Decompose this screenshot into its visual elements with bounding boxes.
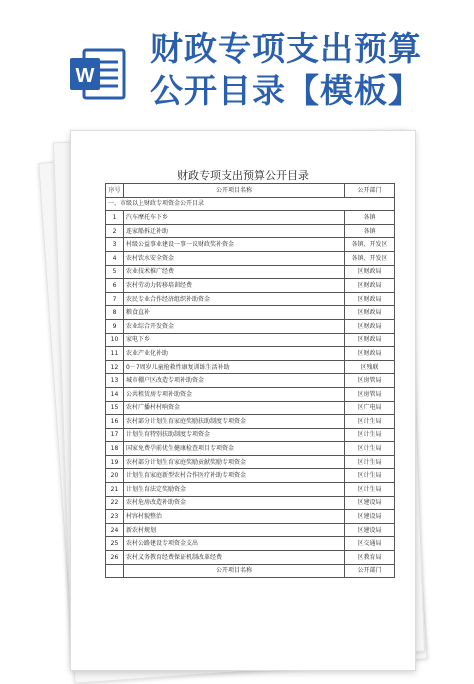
row-project-name: 村级公益事业建设一事一议财政奖补资金	[124, 238, 345, 252]
row-department: 各镇	[345, 211, 395, 225]
row-department: 区计生局	[345, 428, 395, 442]
row-number: 9	[106, 319, 124, 333]
row-project-name: 家电下乡	[124, 333, 345, 347]
row-department: 区建设局	[345, 510, 395, 524]
table-row	[106, 374, 395, 388]
catalog-table	[105, 183, 395, 578]
word-doc-icon	[66, 42, 130, 106]
row-department: 各镇	[345, 224, 395, 238]
table-row	[106, 319, 395, 333]
banner-title-line1: 财政专项支出预算	[150, 29, 422, 68]
row-number: 11	[106, 347, 124, 361]
row-number: 19	[106, 455, 124, 469]
row-number: 2	[106, 224, 124, 238]
table-row	[106, 483, 395, 497]
header-name: 公开项目名称	[124, 184, 345, 198]
row-number: 3	[106, 238, 124, 252]
row-project-name: 0－7周岁儿童抢救性康复训练生活补助	[124, 360, 345, 374]
row-number: 17	[106, 428, 124, 442]
row-project-name: 农民专业合作经济组织补助资金	[124, 292, 345, 306]
section-label: 一、市级以上财政专项资金公开目录	[106, 197, 395, 211]
table-row	[106, 360, 395, 374]
row-number: 21	[106, 483, 124, 497]
row-number: 20	[106, 469, 124, 483]
table-row	[106, 306, 395, 320]
row-project-name: 农村义务教育经费保证机制改革经费	[124, 551, 345, 565]
row-number: 13	[106, 374, 124, 388]
row-number: 24	[106, 523, 124, 537]
row-project-name: 农村危房改造补助资金	[124, 496, 345, 510]
row-number: 4	[106, 251, 124, 265]
row-project-name: 农村部分计划生育家庭奖励贡献奖励专项资金	[124, 455, 345, 469]
table-header-row	[106, 184, 395, 198]
table-row	[106, 442, 395, 456]
table-row	[106, 469, 395, 483]
section-row	[106, 197, 395, 211]
row-department: 区建设局	[345, 496, 395, 510]
row-project-name: 农村公路建设专项资金支出	[124, 537, 345, 551]
document-title: 财政专项支出预算公开目录	[177, 169, 309, 182]
row-project-name: 农村部分计划生育家庭奖励扶助制度专项资金	[124, 415, 345, 429]
table-row	[106, 415, 395, 429]
row-project-name: 城市棚户区改造专项补助资金	[124, 374, 345, 388]
document-page	[70, 130, 416, 671]
header-no: 序号	[106, 184, 124, 198]
table-row	[106, 551, 395, 565]
table-row	[106, 523, 395, 537]
row-department: 区财政局	[345, 265, 395, 279]
row-project-name: 连家船拆迁补助	[124, 224, 345, 238]
row-department: 区计生局	[345, 483, 395, 497]
table-row	[106, 387, 395, 401]
row-number: 18	[106, 442, 124, 456]
row-number: 10	[106, 333, 124, 347]
row-project-name: 汽车摩托车下乡	[124, 211, 345, 225]
row-project-name: 农业技术推广经费	[124, 265, 345, 279]
table-row	[106, 251, 395, 265]
row-department: 区财政局	[345, 279, 395, 293]
table-row	[106, 279, 395, 293]
table-row	[106, 428, 395, 442]
row-department: 各镇、开发区	[345, 251, 395, 265]
row-number: 26	[106, 551, 124, 565]
row-project-name: 公共租赁房专项补助资金	[124, 387, 345, 401]
row-department: 区广电局	[345, 401, 395, 415]
row-department: 区建设局	[345, 523, 395, 537]
banner-title-line2: 公开目录【模板】	[150, 71, 422, 110]
table-row	[106, 292, 395, 306]
table-row	[106, 401, 395, 415]
row-number: 25	[106, 537, 124, 551]
row-number: 22	[106, 496, 124, 510]
row-department: 区财政局	[345, 333, 395, 347]
row-department: 各镇、开发区	[345, 238, 395, 252]
footer-name: 公开项目名称	[124, 564, 345, 578]
row-project-name: 国家免费孕前优生健康检查项目专项资金	[124, 442, 345, 456]
table-row	[106, 510, 395, 524]
row-department: 区财政局	[345, 347, 395, 361]
row-department: 区财政局	[345, 319, 395, 333]
row-project-name: 农村饮水安全资金	[124, 251, 345, 265]
row-department: 区房管局	[345, 374, 395, 388]
row-number: 5	[106, 265, 124, 279]
row-project-name: 农村劳动力转移培训经费	[124, 279, 345, 293]
row-number: 15	[106, 401, 124, 415]
row-department: 区计生局	[345, 455, 395, 469]
row-department: 区财政局	[345, 292, 395, 306]
row-department: 区计生局	[345, 469, 395, 483]
table-row	[106, 455, 395, 469]
footer-dept: 公开部门	[345, 564, 395, 578]
row-project-name: 村容村貌整治	[124, 510, 345, 524]
svg-text:W: W	[75, 65, 95, 87]
row-project-name: 农业产业化补助	[124, 347, 345, 361]
row-number: 8	[106, 306, 124, 320]
row-number: 7	[106, 292, 124, 306]
table-row	[106, 265, 395, 279]
row-number: 23	[106, 510, 124, 524]
footer-no	[106, 564, 124, 578]
row-department: 区交通局	[345, 537, 395, 551]
row-project-name: 粮食直补	[124, 306, 345, 320]
row-project-name: 农业综合开发资金	[124, 319, 345, 333]
table-row	[106, 537, 395, 551]
table-row	[106, 211, 395, 225]
table-row	[106, 333, 395, 347]
header-dept: 公开部门	[345, 184, 395, 198]
row-department: 区房管局	[345, 387, 395, 401]
row-project-name: 农村广播村村响资金	[124, 401, 345, 415]
row-department: 区计生局	[345, 415, 395, 429]
table-row	[106, 347, 395, 361]
row-number: 16	[106, 415, 124, 429]
row-number: 1	[106, 211, 124, 225]
row-number: 14	[106, 387, 124, 401]
table-row	[106, 496, 395, 510]
table-row	[106, 224, 395, 238]
table-row	[106, 238, 395, 252]
row-project-name: 计划生育家庭新型农村合作医疗补助专项资金	[124, 469, 345, 483]
table-footer-row	[106, 564, 395, 578]
row-project-name: 计划生育法定奖励资金	[124, 483, 345, 497]
row-department: 区教育局	[345, 551, 395, 565]
row-number: 6	[106, 279, 124, 293]
row-project-name: 计划生育特别扶助制度专项资金	[124, 428, 345, 442]
row-department: 区计生局	[345, 442, 395, 456]
row-department: 区残联	[345, 360, 395, 374]
row-project-name: 新农村规划	[124, 523, 345, 537]
banner-title	[150, 28, 470, 112]
row-department: 区财政局	[345, 306, 395, 320]
row-number: 12	[106, 360, 124, 374]
